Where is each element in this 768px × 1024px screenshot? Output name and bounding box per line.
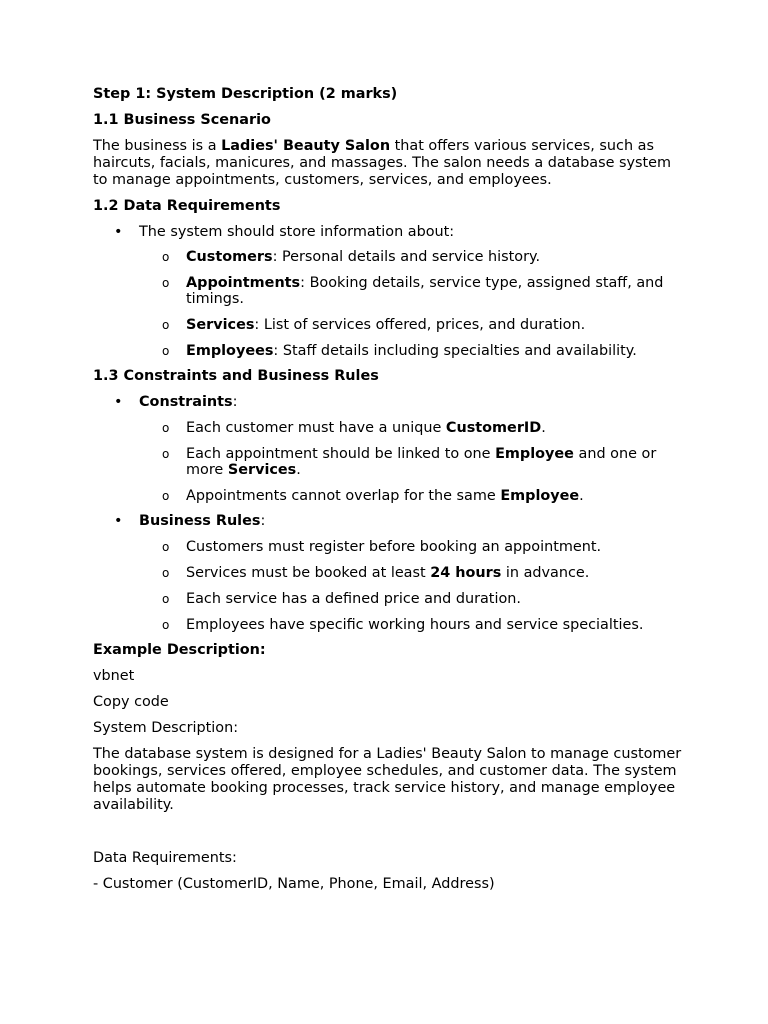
list-text: Each customer must have a unique [186,420,446,436]
list-item [93,249,683,265]
list-item [93,539,683,555]
list-text: . [541,420,546,436]
term: Business Rules [139,513,261,529]
section-heading-1-2: 1.2 Data Requirements [93,198,281,214]
term: Employees [186,343,274,359]
circle-bullet-icon: o [162,250,170,264]
circle-bullet-icon: o [162,540,170,554]
list-item [93,617,683,633]
term: CustomerID [445,420,542,436]
list-text: : [260,513,266,529]
list-item [93,420,683,436]
list-text: : Personal details and service history. [272,249,541,265]
example-heading: Example Description: [93,642,266,658]
list-item [93,275,683,307]
circle-bullet-icon: o [162,318,170,332]
term: 24 hours [430,565,502,581]
text: that offers various services, such as haircuts, facials, manicures, and massages. The salon needs a database system to manage appointments, customers, services, and employees. [93,138,672,188]
circle-bullet-icon: o [162,489,170,503]
term: Customers [186,249,273,265]
code-language-label: vbnet [93,668,135,684]
blank-line [93,814,683,850]
salon-name: Ladies' Beauty Salon [221,138,391,154]
term: Services [186,317,255,333]
circle-bullet-icon: o [162,421,170,435]
text: The business is a [93,138,222,154]
list-text: : Staff details including specialties and availability. [273,343,637,359]
circle-bullet-icon: o [162,276,170,290]
system-description-paragraph: The database system is designed for a Ladies' Beauty Salon to manage customer bookings, services offered, employee schedules, and customer data. The system helps automate booking processes, track service history, and manage employee availability. [93,746,682,813]
bullet-icon: • [114,394,123,410]
bullet-icon: • [114,224,123,240]
term: Employee [495,446,574,462]
circle-bullet-icon: o [162,344,170,358]
section-heading-1-3: 1.3 Constraints and Business Rules [93,368,379,384]
list-item [93,488,683,504]
list-text: . [296,462,301,478]
list-text: in advance. [501,565,590,581]
document-page [93,86,683,893]
customer-line: - Customer (CustomerID, Name, Phone, Email, Address) [93,876,495,892]
list-text: : List of services offered, prices, and duration. [254,317,586,333]
list-item [93,317,683,333]
term: Employee [500,488,580,504]
section-heading-1-1: 1.1 Business Scenario [93,112,271,128]
circle-bullet-icon: o [162,618,170,632]
list-text: Customers must register before booking an appointment. [186,539,602,555]
list-text: Services must be booked at least [186,565,431,581]
list-item [93,565,683,581]
bullet-icon: • [114,513,123,529]
list-text: Employees have specific working hours and service specialties. [186,617,644,633]
list-text: . [579,488,584,504]
business-scenario-paragraph [93,138,683,189]
list-text: Appointments cannot overlap for the same [186,488,501,504]
list-text: : Booking details, service type, assigned staff, and timings. [186,275,664,307]
list-text: The system should store information about: [139,224,455,240]
circle-bullet-icon: o [162,592,170,606]
circle-bullet-icon: o [162,566,170,580]
term: Services [227,462,297,478]
list-text: : [232,394,238,410]
list-text: Each appointment should be linked to one [186,446,496,462]
step-title: Step 1: System Description (2 marks) [93,86,398,102]
list-text: Each service has a defined price and duration. [186,591,521,607]
list-item [93,446,683,478]
list-item [93,591,683,607]
copy-code-button[interactable]: Copy code [93,694,169,710]
data-requirements-list [93,224,683,359]
list-item [93,224,683,240]
circle-bullet-icon: o [162,447,170,461]
list-item [93,513,683,529]
list-text: and one or more [186,446,657,478]
data-requirements-label: Data Requirements: [93,850,237,866]
list-item [93,343,683,359]
constraints-rules-list [93,394,683,633]
term: Appointments [186,275,301,291]
list-item [93,394,683,410]
system-description-label: System Description: [93,720,239,736]
term: Constraints [139,394,233,410]
